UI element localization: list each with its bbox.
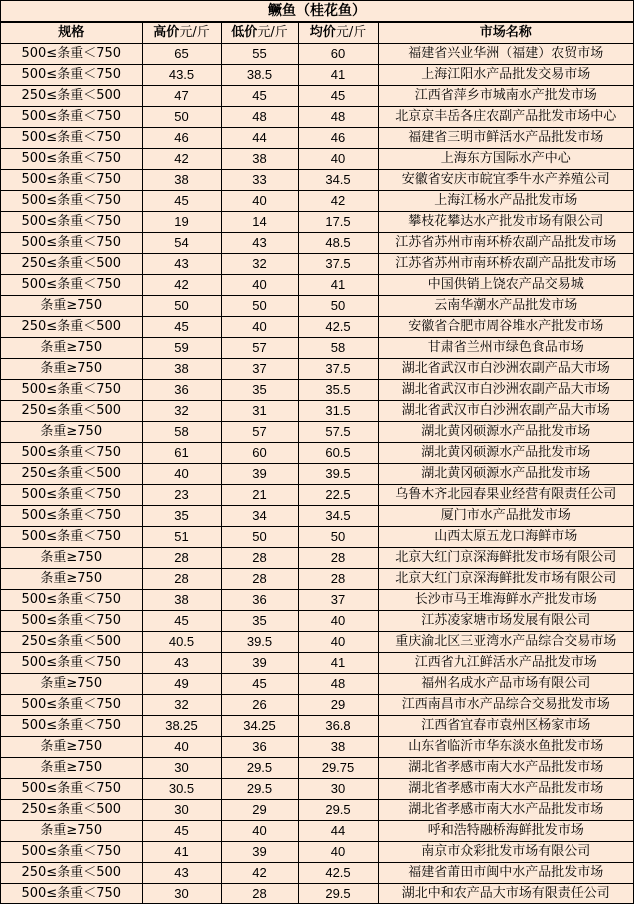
- cell-high: 42: [142, 275, 221, 296]
- cell-spec: 500≤条重＜750: [1, 590, 142, 611]
- cell-market: 重庆渝北区三亚湾水产品综合交易市场: [378, 632, 633, 653]
- cell-avg: 17.5: [298, 212, 378, 233]
- cell-spec: 500≤条重＜750: [1, 212, 142, 233]
- cell-market: 上海江杨水产品批发市场: [378, 191, 633, 212]
- cell-high: 43: [142, 653, 221, 674]
- table-body: [1, 44, 633, 904]
- cell-market: 山西太原五龙口海鲜市场: [378, 527, 633, 548]
- header-row: [1, 23, 633, 44]
- cell-high: 28: [142, 548, 221, 569]
- cell-low: 34: [221, 506, 298, 527]
- cell-low: 57: [221, 338, 298, 359]
- header-market: 市场名称: [378, 23, 633, 44]
- cell-market: 厦门市水产品批发市场: [378, 506, 633, 527]
- cell-spec: 500≤条重＜750: [1, 506, 142, 527]
- cell-avg: 41: [298, 275, 378, 296]
- cell-avg: 35.5: [298, 380, 378, 401]
- header-low-unit: 元/斤: [257, 25, 288, 40]
- table-row: [1, 422, 633, 443]
- cell-spec: 500≤条重＜750: [1, 233, 142, 254]
- header-low: [221, 23, 298, 44]
- cell-market: 湖北省孝感市南大水产品批发市场: [378, 779, 633, 800]
- cell-avg: 48: [298, 107, 378, 128]
- cell-high: 38.25: [142, 716, 221, 737]
- cell-spec: 条重≥750: [1, 548, 142, 569]
- price-table: [1, 22, 633, 904]
- cell-spec: 条重≥750: [1, 821, 142, 842]
- cell-avg: 42.5: [298, 863, 378, 884]
- header-spec: 规格: [1, 23, 142, 44]
- cell-low: 40: [221, 191, 298, 212]
- table-row: [1, 86, 633, 107]
- cell-spec: 500≤条重＜750: [1, 170, 142, 191]
- cell-spec: 250≤条重＜500: [1, 254, 142, 275]
- cell-avg: 60: [298, 44, 378, 65]
- cell-market: 江西省萍乡市城南水产批发市场: [378, 86, 633, 107]
- cell-high: 30: [142, 884, 221, 904]
- table-row: [1, 863, 633, 884]
- cell-high: 28: [142, 569, 221, 590]
- cell-avg: 60.5: [298, 443, 378, 464]
- table-row: [1, 527, 633, 548]
- cell-avg: 44: [298, 821, 378, 842]
- cell-low: 40: [221, 275, 298, 296]
- cell-market: 安徽省合肥市周谷堆水产批发市场: [378, 317, 633, 338]
- table-row: [1, 401, 633, 422]
- cell-spec: 250≤条重＜500: [1, 401, 142, 422]
- cell-avg: 34.5: [298, 506, 378, 527]
- header-low-label: 低价: [231, 25, 258, 40]
- cell-low: 39: [221, 464, 298, 485]
- cell-market: 长沙市马王堆海鲜水产批发市场: [378, 590, 633, 611]
- table-row: [1, 359, 633, 380]
- cell-high: 47: [142, 86, 221, 107]
- table-row: [1, 128, 633, 149]
- cell-low: 44: [221, 128, 298, 149]
- cell-low: 45: [221, 674, 298, 695]
- cell-low: 33: [221, 170, 298, 191]
- cell-high: 30: [142, 800, 221, 821]
- cell-low: 39.5: [221, 632, 298, 653]
- cell-high: 35: [142, 506, 221, 527]
- table-row: [1, 800, 633, 821]
- cell-high: 45: [142, 191, 221, 212]
- table-row: [1, 716, 633, 737]
- table-row: [1, 506, 633, 527]
- cell-high: 65: [142, 44, 221, 65]
- cell-high: 41: [142, 842, 221, 863]
- cell-spec: 500≤条重＜750: [1, 149, 142, 170]
- cell-avg: 41: [298, 65, 378, 86]
- cell-spec: 500≤条重＜750: [1, 527, 142, 548]
- table-row: [1, 485, 633, 506]
- cell-low: 36: [221, 737, 298, 758]
- cell-low: 14: [221, 212, 298, 233]
- cell-spec: 500≤条重＜750: [1, 842, 142, 863]
- cell-low: 36: [221, 590, 298, 611]
- cell-low: 43: [221, 233, 298, 254]
- cell-high: 45: [142, 317, 221, 338]
- cell-low: 50: [221, 527, 298, 548]
- cell-market: 湖北中和农产品大市场有限责任公司: [378, 884, 633, 904]
- cell-high: 50: [142, 107, 221, 128]
- table-row: [1, 338, 633, 359]
- table-row: [1, 590, 633, 611]
- cell-market: 湖北黄冈硕源水产品批发市场: [378, 443, 633, 464]
- cell-spec: 250≤条重＜500: [1, 86, 142, 107]
- cell-high: 38: [142, 590, 221, 611]
- cell-high: 30: [142, 758, 221, 779]
- cell-spec: 500≤条重＜750: [1, 65, 142, 86]
- table-row: [1, 107, 633, 128]
- cell-low: 50: [221, 296, 298, 317]
- cell-low: 32: [221, 254, 298, 275]
- cell-avg: 29.5: [298, 800, 378, 821]
- cell-avg: 37.5: [298, 254, 378, 275]
- cell-market: 北京大红门京深海鲜批发市场有限公司: [378, 548, 633, 569]
- cell-spec: 500≤条重＜750: [1, 443, 142, 464]
- cell-spec: 500≤条重＜750: [1, 695, 142, 716]
- cell-spec: 条重≥750: [1, 674, 142, 695]
- table-row: [1, 464, 633, 485]
- cell-avg: 45: [298, 86, 378, 107]
- cell-market: 湖北省孝感市南大水产品批发市场: [378, 758, 633, 779]
- cell-spec: 500≤条重＜750: [1, 779, 142, 800]
- cell-market: 上海东方国际水产中心: [378, 149, 633, 170]
- table-row: [1, 842, 633, 863]
- cell-high: 36: [142, 380, 221, 401]
- cell-avg: 40: [298, 842, 378, 863]
- cell-avg: 46: [298, 128, 378, 149]
- header-high-label: 高价: [153, 25, 180, 40]
- cell-low: 21: [221, 485, 298, 506]
- cell-market: 江苏凌家塘市场发展有限公司: [378, 611, 633, 632]
- cell-avg: 37: [298, 590, 378, 611]
- cell-low: 55: [221, 44, 298, 65]
- cell-avg: 42: [298, 191, 378, 212]
- header-avg: [298, 23, 378, 44]
- cell-market: 南京市众彩批发市场有限公司: [378, 842, 633, 863]
- cell-low: 39: [221, 653, 298, 674]
- table-row: [1, 653, 633, 674]
- cell-spec: 500≤条重＜750: [1, 44, 142, 65]
- cell-spec: 500≤条重＜750: [1, 128, 142, 149]
- header-high: [142, 23, 221, 44]
- cell-high: 19: [142, 212, 221, 233]
- cell-low: 28: [221, 569, 298, 590]
- cell-spec: 500≤条重＜750: [1, 275, 142, 296]
- header-high-unit: 元/斤: [179, 25, 210, 40]
- cell-avg: 37.5: [298, 359, 378, 380]
- cell-low: 35: [221, 611, 298, 632]
- cell-low: 42: [221, 863, 298, 884]
- sheet-title: 鳜鱼（桂花鱼）: [1, 1, 633, 22]
- cell-high: 43: [142, 254, 221, 275]
- cell-market: 北京大红门京深海鲜批发市场有限公司: [378, 569, 633, 590]
- cell-spec: 500≤条重＜750: [1, 653, 142, 674]
- table-row: [1, 149, 633, 170]
- cell-spec: 条重≥750: [1, 569, 142, 590]
- cell-avg: 58: [298, 338, 378, 359]
- table-row: [1, 275, 633, 296]
- cell-high: 40.5: [142, 632, 221, 653]
- cell-market: 中国供销上饶农产品交易城: [378, 275, 633, 296]
- cell-market: 福建省莆田市闽中水产品批发市场: [378, 863, 633, 884]
- cell-high: 32: [142, 401, 221, 422]
- cell-avg: 50: [298, 296, 378, 317]
- table-row: [1, 44, 633, 65]
- cell-market: 湖北省孝感市南大水产品批发市场: [378, 800, 633, 821]
- cell-low: 37: [221, 359, 298, 380]
- cell-avg: 28: [298, 548, 378, 569]
- cell-high: 43.5: [142, 65, 221, 86]
- cell-spec: 250≤条重＜500: [1, 464, 142, 485]
- cell-low: 39: [221, 842, 298, 863]
- table-row: [1, 695, 633, 716]
- cell-avg: 29.5: [298, 884, 378, 904]
- cell-low: 40: [221, 821, 298, 842]
- cell-market: 云南华潮水产品批发市场: [378, 296, 633, 317]
- table-row: [1, 674, 633, 695]
- cell-avg: 22.5: [298, 485, 378, 506]
- cell-low: 40: [221, 317, 298, 338]
- table-row: [1, 884, 633, 904]
- cell-low: 48: [221, 107, 298, 128]
- cell-avg: 30: [298, 779, 378, 800]
- cell-avg: 50: [298, 527, 378, 548]
- cell-avg: 28: [298, 569, 378, 590]
- cell-low: 29.5: [221, 758, 298, 779]
- cell-high: 40: [142, 737, 221, 758]
- cell-low: 38: [221, 149, 298, 170]
- cell-high: 38: [142, 359, 221, 380]
- cell-low: 31: [221, 401, 298, 422]
- table-row: [1, 233, 633, 254]
- cell-avg: 38: [298, 737, 378, 758]
- table-row: [1, 632, 633, 653]
- cell-avg: 29: [298, 695, 378, 716]
- cell-market: 江西省宜春市袁州区杨家市场: [378, 716, 633, 737]
- cell-low: 26: [221, 695, 298, 716]
- cell-low: 34.25: [221, 716, 298, 737]
- cell-low: 28: [221, 884, 298, 904]
- cell-high: 61: [142, 443, 221, 464]
- cell-low: 45: [221, 86, 298, 107]
- cell-high: 32: [142, 695, 221, 716]
- cell-market: 湖北省武汉市白沙洲农副产品大市场: [378, 380, 633, 401]
- cell-spec: 250≤条重＜500: [1, 317, 142, 338]
- cell-market: 江苏省苏州市南环桥农副产品批发市场: [378, 254, 633, 275]
- table-row: [1, 779, 633, 800]
- table-row: [1, 212, 633, 233]
- cell-market: 福州名成水产品市场有限公司: [378, 674, 633, 695]
- cell-high: 30.5: [142, 779, 221, 800]
- cell-avg: 39.5: [298, 464, 378, 485]
- cell-high: 38: [142, 170, 221, 191]
- cell-spec: 500≤条重＜750: [1, 380, 142, 401]
- cell-market: 上海江阳水产品批发交易市场: [378, 65, 633, 86]
- cell-high: 43: [142, 863, 221, 884]
- cell-market: 福建省三明市鲜活水产品批发市场: [378, 128, 633, 149]
- cell-spec: 500≤条重＜750: [1, 611, 142, 632]
- cell-high: 49: [142, 674, 221, 695]
- cell-spec: 500≤条重＜750: [1, 716, 142, 737]
- cell-low: 29: [221, 800, 298, 821]
- cell-high: 54: [142, 233, 221, 254]
- cell-low: 60: [221, 443, 298, 464]
- cell-high: 58: [142, 422, 221, 443]
- cell-market: 北京京丰岳各庄农副产品批发市场中心: [378, 107, 633, 128]
- table-row: [1, 296, 633, 317]
- cell-high: 40: [142, 464, 221, 485]
- cell-market: 湖北黄冈硕源水产品批发市场: [378, 422, 633, 443]
- cell-market: 乌鲁木齐北园春果业经营有限责任公司: [378, 485, 633, 506]
- table-row: [1, 170, 633, 191]
- cell-spec: 条重≥750: [1, 359, 142, 380]
- cell-market: 江苏省苏州市南环桥农副产品批发市场: [378, 233, 633, 254]
- table-row: [1, 758, 633, 779]
- cell-avg: 57.5: [298, 422, 378, 443]
- cell-spec: 条重≥750: [1, 338, 142, 359]
- cell-avg: 34.5: [298, 170, 378, 191]
- cell-market: 江西省九江鲜活水产品批发市场: [378, 653, 633, 674]
- cell-avg: 48: [298, 674, 378, 695]
- cell-low: 38.5: [221, 65, 298, 86]
- table-row: [1, 443, 633, 464]
- table-row: [1, 317, 633, 338]
- cell-market: 安徽省安庆市皖宜季牛水产养殖公司: [378, 170, 633, 191]
- cell-market: 湖北省武汉市白沙洲农副产品大市场: [378, 359, 633, 380]
- cell-market: 呼和浩特融桥海鲜批发市场: [378, 821, 633, 842]
- cell-spec: 条重≥750: [1, 758, 142, 779]
- table-row: [1, 821, 633, 842]
- cell-high: 50: [142, 296, 221, 317]
- cell-high: 45: [142, 821, 221, 842]
- cell-spec: 条重≥750: [1, 296, 142, 317]
- cell-spec: 250≤条重＜500: [1, 863, 142, 884]
- cell-low: 35: [221, 380, 298, 401]
- cell-spec: 500≤条重＜750: [1, 485, 142, 506]
- cell-spec: 条重≥750: [1, 422, 142, 443]
- cell-spec: 250≤条重＜500: [1, 800, 142, 821]
- table-row: [1, 611, 633, 632]
- cell-avg: 29.75: [298, 758, 378, 779]
- cell-avg: 31.5: [298, 401, 378, 422]
- cell-avg: 36.8: [298, 716, 378, 737]
- cell-spec: 500≤条重＜750: [1, 884, 142, 904]
- table-row: [1, 380, 633, 401]
- cell-low: 57: [221, 422, 298, 443]
- cell-low: 29.5: [221, 779, 298, 800]
- table-row: [1, 569, 633, 590]
- table-row: [1, 548, 633, 569]
- cell-high: 23: [142, 485, 221, 506]
- cell-spec: 条重≥750: [1, 737, 142, 758]
- cell-high: 51: [142, 527, 221, 548]
- cell-avg: 48.5: [298, 233, 378, 254]
- table-row: [1, 191, 633, 212]
- header-avg-unit: 元/斤: [335, 25, 367, 40]
- table-row: [1, 254, 633, 275]
- cell-market: 福建省兴业华洲（福建）农贸市场: [378, 44, 633, 65]
- cell-high: 45: [142, 611, 221, 632]
- cell-low: 28: [221, 548, 298, 569]
- cell-spec: 250≤条重＜500: [1, 632, 142, 653]
- cell-high: 42: [142, 149, 221, 170]
- cell-spec: 500≤条重＜750: [1, 107, 142, 128]
- cell-avg: 41: [298, 653, 378, 674]
- cell-market: 湖北省武汉市白沙洲农副产品大市场: [378, 401, 633, 422]
- table-row: [1, 737, 633, 758]
- cell-avg: 40: [298, 149, 378, 170]
- header-avg-label: 均价: [309, 25, 336, 40]
- cell-avg: 40: [298, 632, 378, 653]
- cell-avg: 40: [298, 611, 378, 632]
- cell-market: 甘肃省兰州市绿色食品市场: [378, 338, 633, 359]
- cell-high: 46: [142, 128, 221, 149]
- cell-avg: 42.5: [298, 317, 378, 338]
- cell-market: 山东省临沂市华东淡水鱼批发市场: [378, 737, 633, 758]
- table-row: [1, 65, 633, 86]
- cell-spec: 500≤条重＜750: [1, 191, 142, 212]
- cell-high: 59: [142, 338, 221, 359]
- cell-market: 湖北黄冈硕源水产品批发市场: [378, 464, 633, 485]
- cell-market: 江西南昌市水产品综合交易批发市场: [378, 695, 633, 716]
- cell-market: 攀枝花攀达水产批发市场有限公司: [378, 212, 633, 233]
